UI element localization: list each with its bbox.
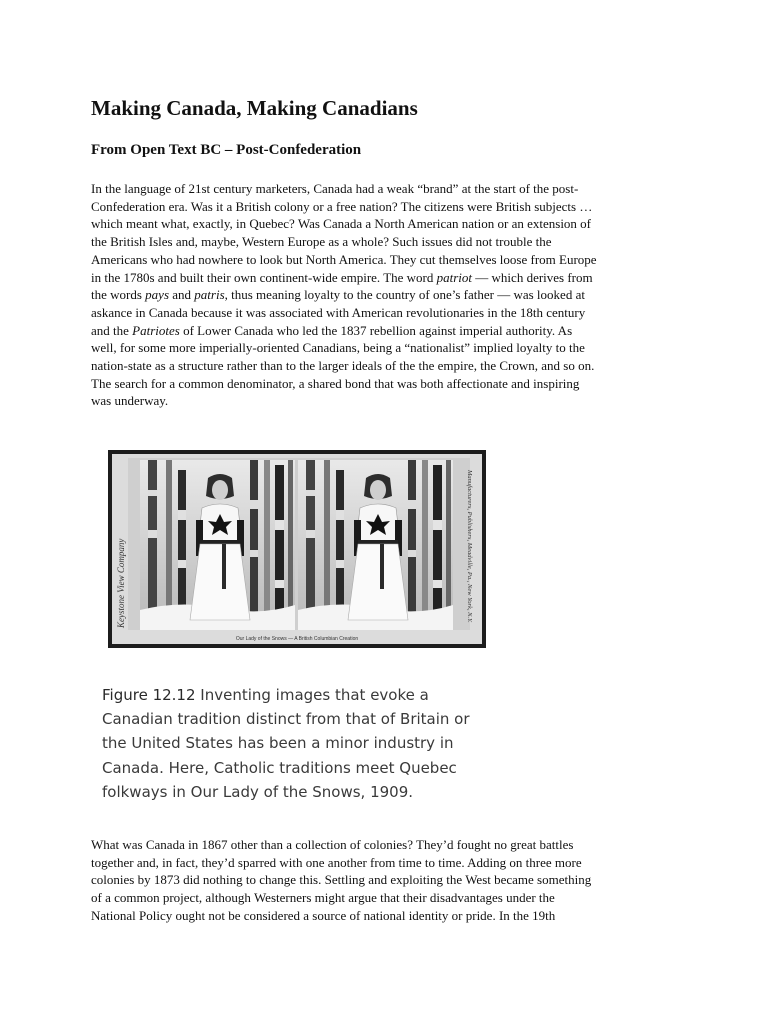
- paragraph-line: together and, in fact, they’d sparred with one another from time to time. Adding on three more: [91, 854, 582, 870]
- text-run: nation-state as a structure rather than to the larger ideals of the the empire, the Crown, and so on.: [91, 358, 595, 374]
- italic-term: patriot: [436, 269, 473, 285]
- paragraph-line: [91, 322, 691, 340]
- text-run: the words: [91, 287, 146, 303]
- text-run: In the language of 21st century marketers, Canada had a weak “brand” at the start of the post-: [91, 181, 579, 196]
- italic-term: Patriotes: [132, 322, 180, 338]
- text-run: — which derives from: [472, 269, 593, 285]
- stereograph-photo: [108, 450, 486, 648]
- figure-caption-label: Figure 12.12: [102, 686, 196, 704]
- document-subtitle: From Open Text BC – Post-Confederation: [91, 142, 362, 158]
- text-run: was underway.: [91, 393, 169, 409]
- paragraph-line: [91, 233, 691, 251]
- paragraph-line: [91, 180, 691, 198]
- paragraph-line: [91, 198, 691, 216]
- photo-left-text: Keystone View Company: [116, 538, 126, 628]
- text-run: and: [169, 287, 195, 303]
- paragraph-line: of a common project, although Westerners might argue that their disadvantages under the: [91, 890, 555, 906]
- text-run: Confederation era. Was it a British colony or a free nation? The citizens were British subjects …: [91, 198, 593, 214]
- paragraph-line: What was Canada in 1867 other than a collection of colonies? They’d fought no great battles: [91, 837, 574, 852]
- figure-caption-line: the United States has been a minor industry in: [102, 734, 454, 753]
- text-run: which meant what, exactly, in Quebec? Was Canada a North American nation or an extension of: [91, 216, 592, 232]
- text-run: The search for a common denominator, a shared bond that was both affectionate and inspiring: [91, 375, 580, 391]
- paragraph-line: [91, 215, 691, 233]
- text-run: and the: [91, 322, 133, 338]
- paragraph-line: National Policy ought not be considered a source of national identity or pride. In the 19th: [91, 907, 556, 923]
- text-run: well, for some more imperially-oriented Canadians, being a “nationalist” implied loyalty to the: [91, 340, 585, 356]
- paragraph-line: [91, 392, 691, 410]
- italic-term: patris: [194, 287, 225, 303]
- text-run: the British Isles and, maybe, Western Europe as a whole? Such issues did not trouble the: [91, 234, 552, 250]
- italic-term: pays: [145, 287, 170, 303]
- paragraph-line: [91, 286, 691, 304]
- text-run: Americans who had nowhere to look but North America. They cut themselves loose from Europe: [91, 251, 597, 267]
- body-paragraph-1: [91, 180, 691, 410]
- figure-caption-line: folkways in Our Lady of the Snows, 1909.: [102, 782, 414, 801]
- paragraph-line: colonies by 1873 did nothing to change this. Settling and exploiting the West became something: [91, 872, 592, 888]
- figure-caption-line: Canadian tradition distinct from that of Britain or: [102, 710, 470, 729]
- text-run: askance in Canada because it was associated with American revolutionaries in the 18th century: [91, 304, 586, 320]
- paragraph-line: [91, 269, 691, 287]
- figure-caption-line: Inventing images that evoke a: [195, 686, 429, 704]
- text-run: , thus meaning loyalty to the country of one’s father — was looked at: [224, 287, 585, 303]
- paragraph-line: [91, 357, 691, 375]
- figure-caption: [102, 683, 470, 804]
- photo-bottom-text: Our Lady of the Snows — A British Columbian Creation: [235, 636, 359, 642]
- document-title: Making Canada, Making Canadians: [91, 96, 418, 120]
- photo-right-text: Manufacturers, Publishers, Meadville, Pa., New York, N.Y.: [466, 470, 473, 623]
- figure-caption-line: Canada. Here, Catholic traditions meet Quebec: [102, 758, 457, 777]
- body-paragraph-2: [91, 836, 691, 925]
- paragraph-line: [91, 304, 691, 322]
- paragraph-line: [91, 251, 691, 269]
- paragraph-line: [91, 339, 691, 357]
- text-run: of Lower Canada who led the 1837 rebellion against imperial authority. As: [179, 322, 573, 338]
- paragraph-line: [91, 375, 691, 393]
- text-run: in the 1780s and built their own continent-wide empire. The word: [91, 269, 437, 285]
